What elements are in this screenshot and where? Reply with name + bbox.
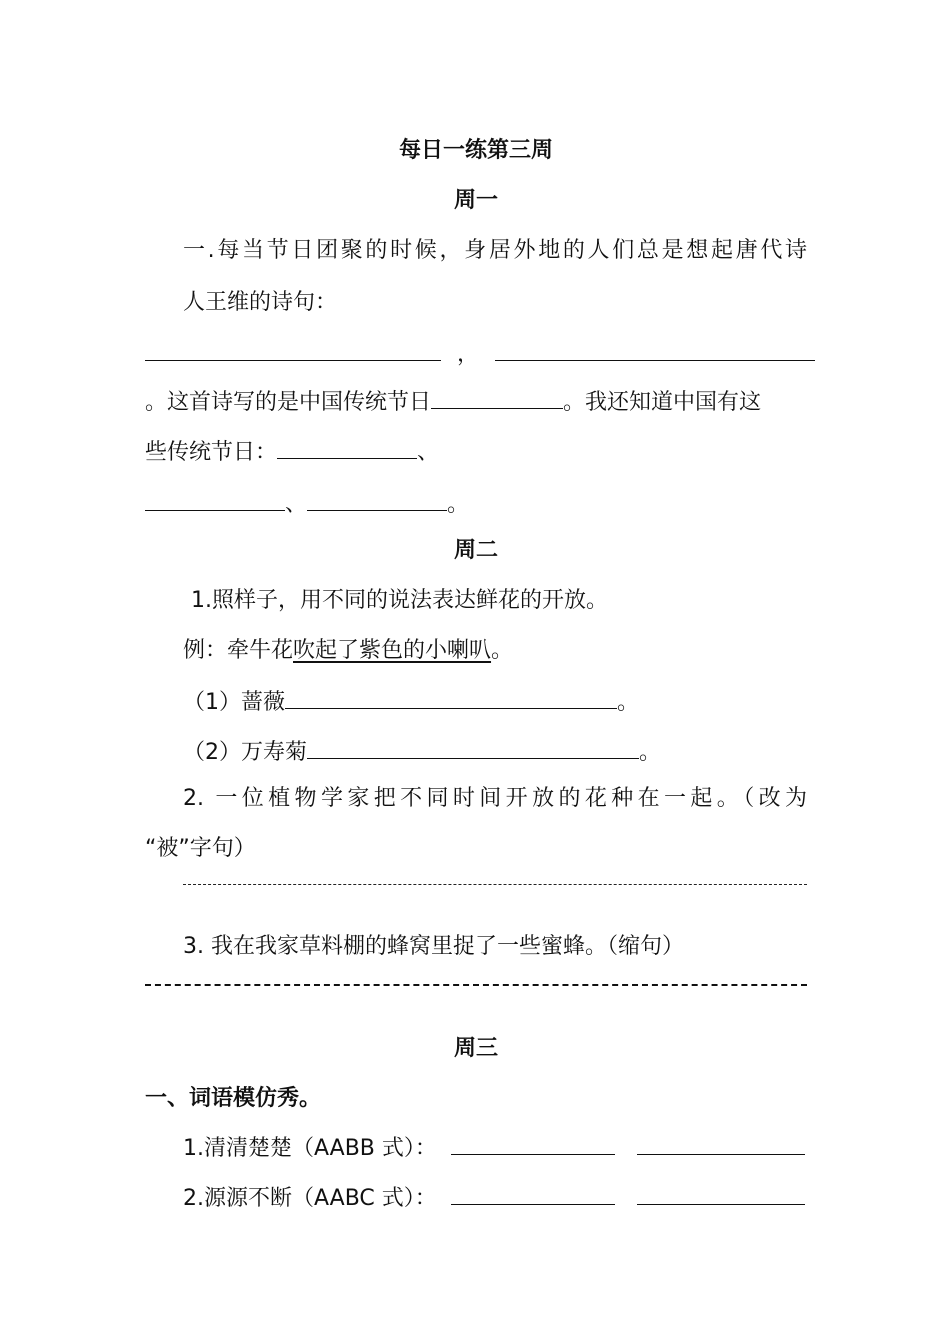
tue-q3: 3. 我在我家草料棚的蜂窝里捉了一些蜜蜂。（缩句）: [183, 934, 684, 959]
mon-q1-line1: 一.每当节日团聚的时候，身居外地的人们总是想起唐代诗: [183, 238, 807, 263]
tue-q2-line1: 2. 一位植物学家把不同时间开放的花种在一起。（改为: [183, 786, 807, 811]
mon-festival-text-a: 。这首诗写的是中国传统节日: [145, 390, 432, 415]
aabc-blank-2[interactable]: [637, 1182, 805, 1205]
tue-item-2: [145, 736, 807, 768]
mon-q1-line4: [145, 386, 807, 418]
mon-q1-line6: [145, 488, 807, 520]
tue-q2-answer-line[interactable]: [145, 870, 807, 885]
poem-blank-1[interactable]: [145, 338, 441, 361]
tue-q2-line2: “被”字句）: [145, 836, 256, 861]
period: 。: [447, 492, 470, 517]
period: 。: [639, 740, 662, 765]
heading-monday: 周一: [453, 188, 498, 213]
example-prefix: 例：牵牛花: [183, 638, 294, 663]
aabb-blank-1[interactable]: [451, 1132, 615, 1155]
poem-blank-2[interactable]: [495, 338, 815, 361]
item-1-blank[interactable]: [285, 686, 617, 709]
example-end: 。: [491, 638, 514, 663]
item-1-label: （1）蔷薇: [183, 690, 285, 715]
heading-wednesday: 周三: [453, 1036, 498, 1061]
mon-festivals-prompt: 些传统节日：: [145, 440, 278, 465]
page-title: 每日一练第三周: [398, 138, 553, 163]
tue-example: [145, 636, 807, 666]
aabb-blank-2[interactable]: [637, 1132, 805, 1155]
heading-tuesday: 周二: [453, 538, 498, 563]
separator: 、: [417, 440, 440, 465]
item-2-label: （2）万寿菊: [183, 740, 307, 765]
example-underlined: 吹起了紫色的小喇叭: [293, 638, 492, 663]
mon-festival-text-b: 。我还知道中国有这: [563, 390, 762, 415]
item-2-blank[interactable]: [307, 736, 639, 759]
festival-blank-3[interactable]: [307, 488, 447, 511]
tue-q3-answer-line[interactable]: [145, 970, 807, 986]
tue-item-1: [145, 686, 807, 718]
period: 。: [617, 690, 640, 715]
festival-blank-2[interactable]: [145, 488, 285, 511]
dashed-answer-line: [145, 984, 807, 986]
poem-comma: ，: [456, 342, 479, 367]
wed-section-title: 一、词语模仿秀。: [145, 1086, 322, 1111]
separator: 、: [285, 492, 308, 517]
mon-q1-line5: [145, 436, 807, 468]
festival-blank-1[interactable]: [277, 436, 417, 459]
wed-q1-label: 1.清清楚楚（AABB 式）：: [183, 1136, 437, 1161]
wed-q2: [145, 1182, 807, 1214]
festival-blank[interactable]: [431, 386, 563, 409]
dashed-answer-line: [183, 884, 807, 885]
aabc-blank-1[interactable]: [451, 1182, 615, 1205]
mon-poem-blanks: [145, 338, 807, 370]
tue-q1: 1.照样子，用不同的说法表达鲜花的开放。: [191, 588, 608, 613]
wed-q1: [145, 1132, 807, 1164]
mon-q1-line2: 人王维的诗句：: [183, 290, 338, 315]
wed-q2-label: 2.源源不断（AABC 式）：: [183, 1186, 437, 1211]
